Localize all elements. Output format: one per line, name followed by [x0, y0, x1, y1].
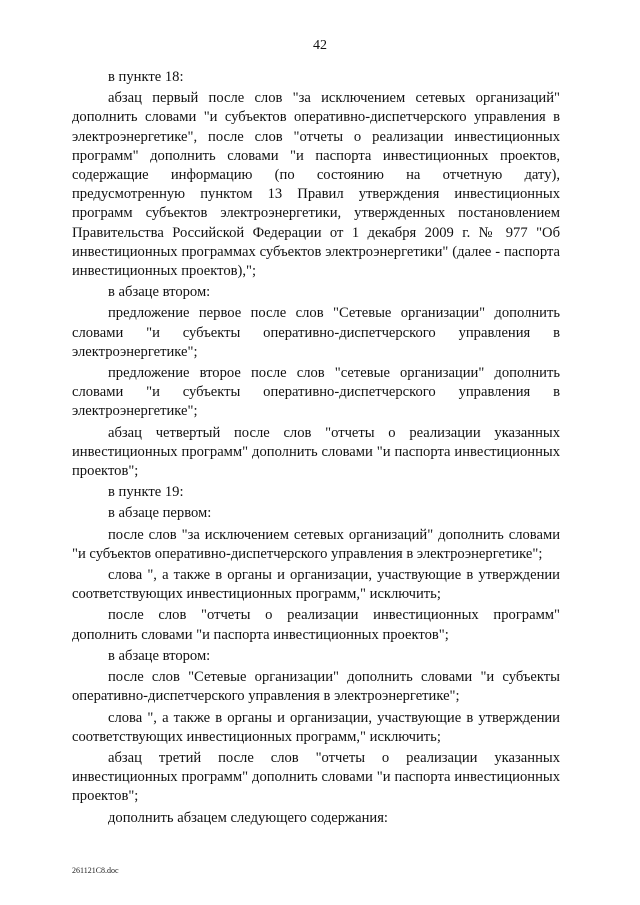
paragraph-item18-heading: в пункте 18:	[108, 69, 184, 85]
paragraph-item19-abzac1-change2: слова ", а также в органы и организации, участвующие в утверждении соответствующих инвестиционных программ," исключить;	[72, 567, 560, 603]
paragraph-item19-abzac2-heading: в абзаце втором:	[108, 647, 211, 664]
paragraph-item19-abzac1-change3: после слов "отчеты о реализации инвестиционных программ" дополнить словами "и паспорта инвестиционных проектов";	[72, 607, 560, 643]
paragraph-item19-abzac1-change1: после слов "за исключением сетевых организаций" дополнить словами "и субъектов оперативно-диспетчерского управления в электроэнергетике";	[72, 526, 560, 562]
paragraph-item18-sentence2: предложение второе после слов "сетевые организации" дополнить словами "и субъекты оперативно-диспетчерского управления в электроэнергетике";	[72, 365, 560, 420]
paragraph-item19-abzac2-change2: слова ", а также в органы и организации, участвующие в утверждении соответствующих инвестиционных программ," исключить;	[72, 709, 560, 745]
footer-document-code: 261121C8.doc	[72, 866, 119, 875]
paragraph-item19-heading: в пункте 19:	[108, 484, 184, 501]
paragraph-item19-add-abzac: дополнить абзацем следующего содержания:	[108, 809, 388, 826]
paragraph-item18-abzac2-heading: в абзаце втором:	[108, 284, 211, 301]
paragraph-item18-abzac1: абзац первый после слов "за исключением сетевых организаций" дополнить словами "и субъектов оперативно-диспетчерского управления в электроэнергетике", после слов "отчеты о реализации инвестиционных программ" дополнить словами "и паспорта инвестиционных проектов, содержащие информацию (по состоянию на отчетную дату), предусмотренную пунктом 13 Правил утверждения инвестиционных программ субъектов электроэнергетики, утвержденных постановлением Правительства Российской Федерации от 1 декабря 2009 г. № 977 "Об инвестиционных программах субъектов электроэнергетики" (далее - паспорта инвестиционных проектов),";	[72, 90, 560, 280]
document-body	[72, 68, 560, 830]
paragraph-item18-sentence1: предложение первое после слов "Сетевые организации" дополнить словами "и субъекты оперативно-диспетчерского управления в электроэнергетике";	[72, 305, 560, 360]
page-number: 42	[313, 38, 327, 53]
paragraph-item19-abzac3: абзац третий после слов "отчеты о реализации указанных инвестиционных программ" дополнить словами "и паспорта инвестиционных проектов";	[72, 749, 560, 805]
paragraph-item19-abzac1-heading: в абзаце первом:	[108, 505, 212, 522]
paragraph-item18-abzac4: абзац четвертый после слов "отчеты о реализации указанных инвестиционных программ" дополнить словами "и паспорта инвестиционных проектов";	[72, 424, 560, 480]
paragraph-item19-abzac2-change1: после слов "Сетевые организации" дополнить словами "и субъекты оперативно-диспетчерского управления в электроэнергетике";	[72, 669, 560, 705]
